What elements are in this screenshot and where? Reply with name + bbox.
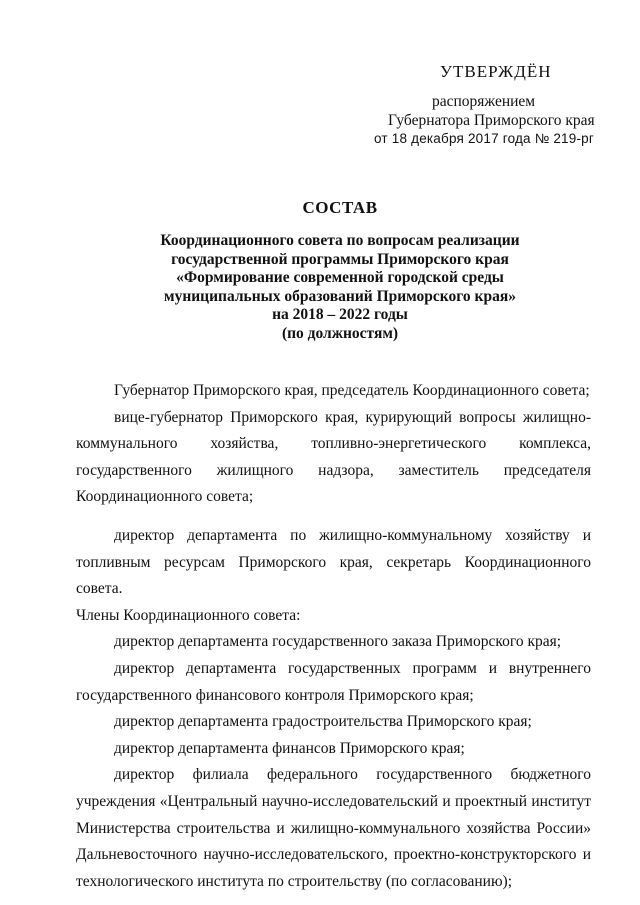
member-secretary: директор департамента по жилищно-коммунальному хозяйству и топливным ресурсам Приморского края, секретарь Координационного совета. <box>76 526 591 598</box>
title-line: «Формирование современной городской среды <box>176 269 504 286</box>
member-item: директор филиала федерального государственного бюджетного учреждения «Центральный научно-исследовательский и проектный институт Министерства строительства и жилищно-коммунального хозяйства России» Дальневосточного научно-исследовательского, проектно-конструкторского и технологического института по строительству (по согласованию); <box>76 766 591 890</box>
title-line: (по должностям) <box>281 324 399 342</box>
document-title-block <box>60 198 620 343</box>
member-item: директор департамента государственного заказа Приморского края; <box>114 633 562 651</box>
member-deputy-chairman: вице-губернатор Приморского края, курирующий вопросы жилищно-коммунального хозяйства, топливно-энергетического комплекса, государственного жилищного надзора, заместитель председателя Координационного совета; <box>76 408 591 506</box>
member-chairman: Губернатор Приморского края, председатель Координационного совета; <box>114 382 590 399</box>
members-heading: Члены Координационного совета: <box>76 606 301 624</box>
member-item: директор департамента градостроительства Приморского края; <box>114 713 532 731</box>
approval-line-order: распоряжением <box>432 93 536 110</box>
title-line: муниципальных образований Приморского края» <box>164 287 516 305</box>
approval-heading: УТВЕРЖДЁН <box>440 62 552 81</box>
approval-line-governor: Губернатора Приморского края <box>388 112 595 129</box>
member-item: директор департамента финансов Приморского края; <box>114 739 465 757</box>
member-item: директор департамента государственных программ и внутреннего государственного финансового контроля Приморского края; <box>76 659 591 704</box>
composition-list <box>76 378 591 895</box>
title-line: Координационного совета по вопросам реализации <box>160 232 520 249</box>
title-line: государственной программы Приморского края <box>171 250 509 268</box>
document-heading: СОСТАВ <box>302 198 378 217</box>
title-line: на 2018 – 2022 годы <box>272 306 408 323</box>
approval-line-date-number: от 18 декабря 2017 года № 219-рг <box>374 131 595 146</box>
